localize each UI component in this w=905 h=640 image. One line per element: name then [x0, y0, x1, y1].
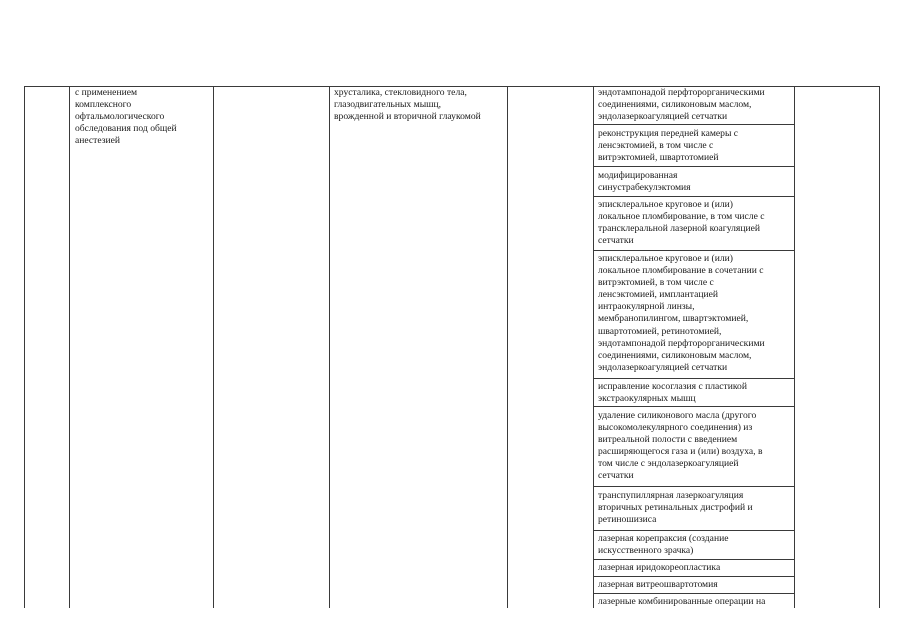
- row-divider: [593, 166, 794, 167]
- procedure-cell: модифицированная синустрабекулэктомия: [598, 170, 691, 194]
- procedure-cell: лазерные комбинированные операции на: [598, 596, 766, 607]
- column-border: [794, 86, 795, 608]
- diagnosis-cell: хрусталика, стекловидного тела, глазодвигательных мышц, врожденной и вторичной глаукомой: [334, 87, 481, 123]
- procedure-cell: лазерная витреошвартотомия: [598, 579, 718, 590]
- column-border: [213, 86, 214, 608]
- column-border: [69, 86, 70, 608]
- row-divider: [593, 124, 794, 125]
- procedure-cell: транспупиллярная лазеркоагуляция вторичных ретинальных дистрофий и ретиношизиса: [598, 490, 753, 526]
- row-divider: [593, 593, 794, 594]
- procedure-cell: исправление косоглазия с пластикой экстраокулярных мышц: [598, 381, 747, 405]
- row-divider: [593, 530, 794, 531]
- procedure-cell: эписклеральное круговое и (или) локальное пломбирование, в том числе с трансклеральной лазерной коагуляцией сетчатки: [598, 199, 765, 247]
- column-border: [507, 86, 508, 608]
- row-divider: [593, 378, 794, 379]
- procedure-cell: удаление силиконового масла (другого высокомолекулярного соединения) из витреальной полости с введением расширяющегося газа и (или) воздуха, в том числе с эндолазеркоагуляцией сетчатки: [598, 410, 763, 482]
- procedure-cell: реконструкция передней камеры с ленсэктомией, в том числе с витрэктомией, швартотомией: [598, 128, 739, 164]
- column-border: [879, 86, 880, 608]
- row-divider: [593, 486, 794, 487]
- row-divider: [593, 576, 794, 577]
- row-divider: [593, 406, 794, 407]
- column-border: [329, 86, 330, 608]
- column-border: [24, 86, 25, 608]
- row-divider: [593, 250, 794, 251]
- row-divider: [593, 559, 794, 560]
- treatment-method-cell: с применением комплексного офтальмологического обследования под общей анестезией: [75, 87, 177, 147]
- procedure-cell: эписклеральное круговое и (или) локальное пломбирование в сочетании с витрэктомией, в том числе с ленсэктомией, имплантацией интраокулярной линзы, мембранопилингом, швартэктомией, швартотомией, ретинотомией, эндотампонадой перфторорганическими соединениями, силиконовым маслом, эндолазеркоагуляцией сетчатки: [598, 253, 765, 373]
- procedure-cell: эндотампонадой перфторорганическими соединениями, силиконовым маслом, эндолазеркоагуляцией сетчатки: [598, 87, 765, 123]
- row-divider: [593, 196, 794, 197]
- procedure-cell: лазерная корепраксия (создание искусственного зрачка): [598, 533, 729, 557]
- procedure-cell: лазерная иридокореопластика: [598, 562, 721, 573]
